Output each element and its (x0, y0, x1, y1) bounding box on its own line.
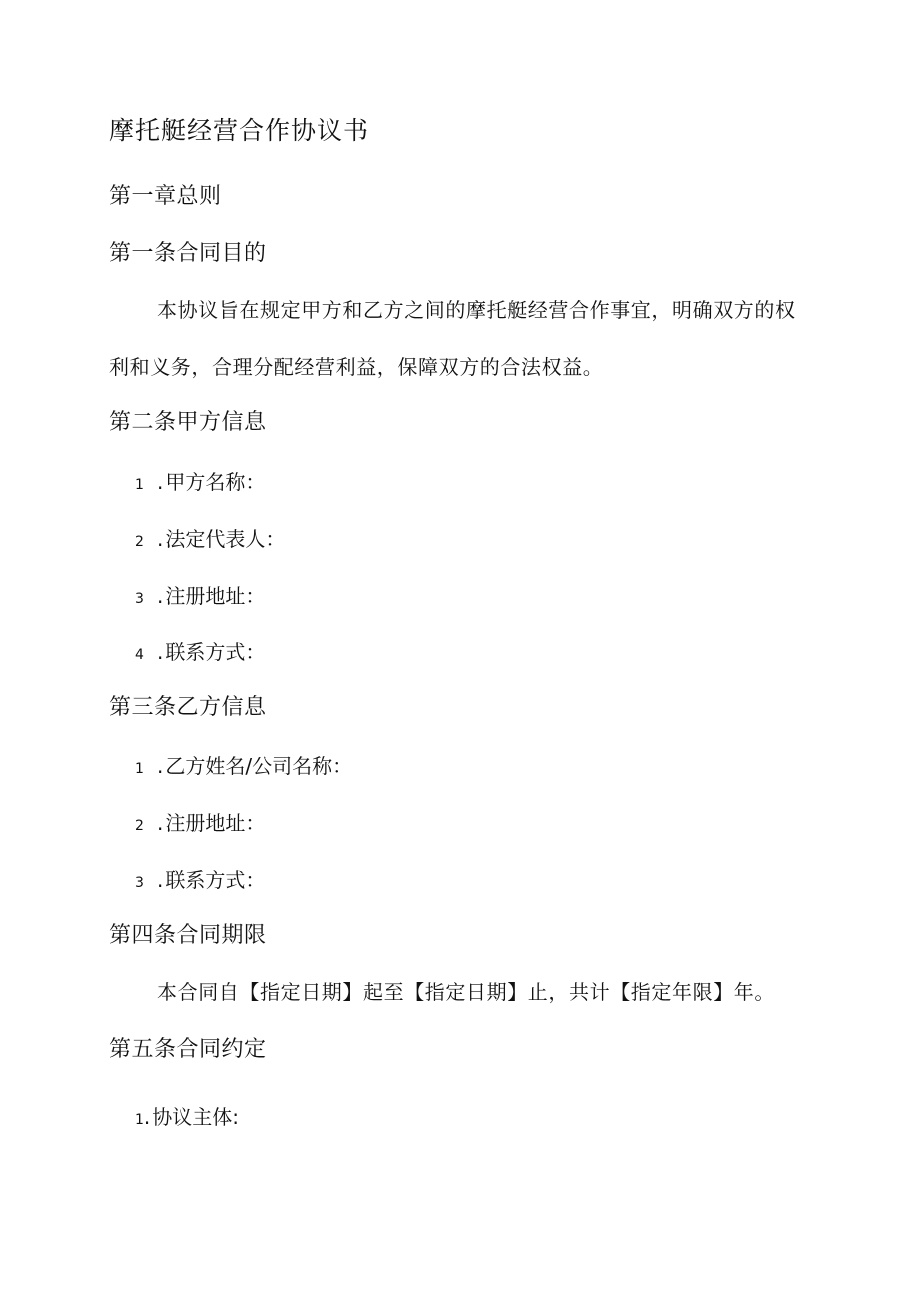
article-2-heading: 第二条甲方信息 (109, 410, 267, 435)
list-item-label: 注册地址： (165, 811, 266, 835)
list-item: 3 . 联系方式： (135, 868, 266, 892)
list-item-number: 2 (135, 818, 144, 834)
list-item: 2 . 法定代表人： (135, 527, 286, 551)
list-item: 2 . 注册地址： (135, 811, 266, 835)
list-item-label: 注册地址： (165, 584, 266, 608)
article-4-heading: 第四条合同期限 (109, 923, 267, 948)
article-4-paragraph: 本合同自【指定日期】起至【指定日期】止，共计【指定年限】年。 (157, 980, 775, 1004)
list-item-number: 1 (135, 477, 144, 493)
article-3-heading: 第三条乙方信息 (109, 695, 267, 720)
article-1-heading: 第一条合同目的 (109, 241, 267, 266)
list-item: 4 . 联系方式： (135, 640, 266, 664)
list-item-number: 1 (135, 761, 144, 777)
article-1-paragraph: 本协议旨在规定甲方和乙方之间的摩托艇经营合作事宜，明确双方的权利和义务，合理分配经营利益，保障双方的合法权益。 (109, 298, 796, 379)
list-item-label: 乙方姓名/公司名称： (165, 754, 353, 778)
list-item-number: 1 (135, 1112, 144, 1128)
list-item-label: 联系方式： (165, 868, 266, 892)
list-item-number: 3 (135, 591, 144, 607)
list-item-number: 4 (135, 647, 144, 663)
list-item-label: 联系方式： (165, 640, 266, 664)
list-item-label: 协议主体: (152, 1105, 240, 1129)
article-5-heading: 第五条合同约定 (109, 1037, 267, 1062)
document-title: 摩托艇经营合作协议书 (109, 116, 370, 145)
list-item-number: 2 (135, 534, 144, 550)
list-item: 1 . 乙方姓名/公司名称： (135, 754, 353, 778)
list-item-label: 甲方名称： (165, 470, 266, 494)
chapter-heading: 第一章总则 (109, 184, 222, 209)
list-item: 1 . 甲方名称： (135, 470, 266, 494)
list-item: 3 . 注册地址： (135, 584, 266, 608)
list-item-label: 法定代表人： (165, 527, 286, 551)
list-item-number: 3 (135, 875, 144, 891)
list-item: 1 . 协议主体: (135, 1105, 240, 1129)
